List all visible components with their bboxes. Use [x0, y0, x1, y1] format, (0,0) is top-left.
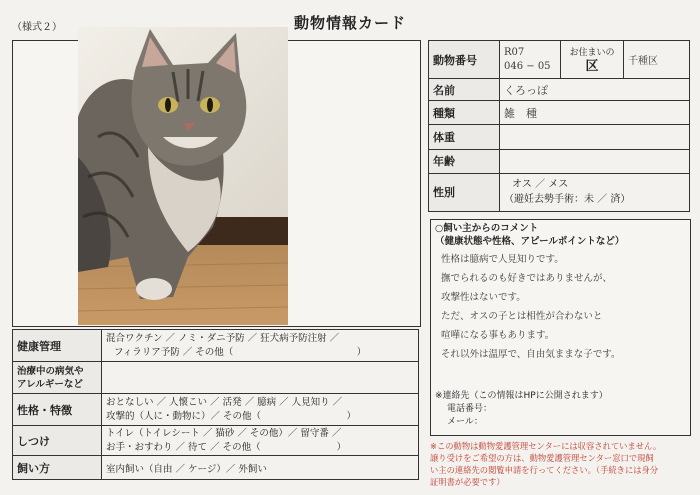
id-value: [500, 41, 561, 79]
disease-label-line2: アレルギーなど: [17, 378, 83, 390]
training-line1: トイレ（トイレシート ／ 猫砂 ／ その他）／ 留守番 ／: [106, 427, 342, 439]
care-table: [12, 329, 419, 480]
age-value: [500, 149, 690, 173]
contact-section: [435, 390, 608, 429]
id-label: 動物番号: [429, 41, 500, 79]
disease-label: [13, 362, 102, 394]
sex-label: 性別: [429, 173, 500, 211]
comment-line: それ以外は温厚で、自由気ままな子です。: [441, 349, 621, 360]
notice-line: 証明書が必要です）: [430, 477, 505, 487]
notice-text: [430, 440, 692, 488]
comment-heading: [435, 222, 624, 248]
personality-label: 性格・特徴: [13, 394, 102, 426]
comment-line: 撫でられるのも好きではありませんが、: [441, 273, 613, 284]
disease-label-line1: 治療中の病気や: [17, 365, 84, 377]
comment-heading-line1: ○飼い主からのコメント: [435, 223, 539, 234]
personality-line1: おとなしい ／ 人懐こい ／ 活発 ／ 臆病 ／ 人見知り ／: [106, 396, 343, 408]
contact-heading: ※連絡先（この情報はHPに公開されます）: [435, 391, 608, 401]
notice-line: 譲り受けをご希望の方は、動物愛護管理センター窓口で現飼: [430, 453, 654, 463]
health-label: 健康管理: [13, 330, 102, 362]
comment-heading-line2: （健康状態や性格、アピールポイントなど）: [435, 236, 625, 247]
sex-options: オス ／ メス: [512, 179, 569, 191]
residence-cell: [561, 41, 624, 79]
keeping-label: 飼い方: [13, 456, 102, 480]
residence-label: お住まいの: [569, 47, 615, 58]
name-label: 名前: [429, 79, 500, 101]
comment-line: ただ、オスの子とは相性が合わないと: [441, 311, 603, 322]
comment-line: 攻撃性はないです。: [441, 292, 526, 303]
neuter-status: （避妊去勢手術：未 ／ 済）: [504, 194, 631, 206]
training-label: しつけ: [13, 426, 102, 456]
residence-unit: 区: [585, 58, 599, 74]
phone-label: 電話番号：: [447, 404, 493, 414]
id-value-line2: 046 − 05: [504, 60, 551, 72]
age-label: 年齢: [429, 149, 500, 173]
info-table: [428, 40, 690, 212]
personality-line2: 攻撃的（人に・動物に）／ その他（ ）: [106, 410, 357, 422]
breed-value: 雑 種: [500, 101, 690, 125]
keeping-value: 室内飼い（自由 ／ ケージ）／ 外飼い: [102, 456, 419, 480]
weight-value: [500, 125, 690, 149]
form-number: （様式２）: [12, 22, 62, 33]
residence-value: 千種区: [624, 41, 690, 79]
id-value-line1: R07: [504, 46, 525, 58]
training-value: [102, 426, 419, 456]
name-value: くろっぽ: [500, 79, 690, 101]
comment-text: [441, 250, 686, 364]
disease-value: [102, 362, 419, 394]
weight-label: 体重: [429, 125, 500, 149]
notice-line: い主の連絡先の閲覧申請を行ってください。（手続きには身分: [430, 465, 659, 475]
cat-photo: [78, 27, 288, 325]
breed-label: 種類: [429, 101, 500, 125]
comment-line: 喧嘩になる事もあります。: [441, 330, 555, 341]
personality-value: [102, 394, 419, 426]
comment-line: 性格は臆病で人見知りです。: [441, 254, 564, 265]
health-value: [102, 330, 419, 362]
card-title: 動物情報カード: [293, 14, 406, 32]
health-line1: 混合ワクチン ／ ノミ・ダニ予防 ／ 狂犬病予防注射 ／: [106, 332, 340, 344]
mail-label: メール：: [447, 417, 483, 427]
comment-box: [430, 219, 691, 436]
notice-line: ※この動物は動物愛護管理センターには収容されていません。: [430, 441, 662, 451]
training-line2: お手・おすわり ／ 待て ／ その他（ ）: [106, 441, 347, 453]
health-line2: フィラリア予防 ／ その他（ ）: [114, 346, 367, 358]
sex-value: [500, 173, 690, 211]
